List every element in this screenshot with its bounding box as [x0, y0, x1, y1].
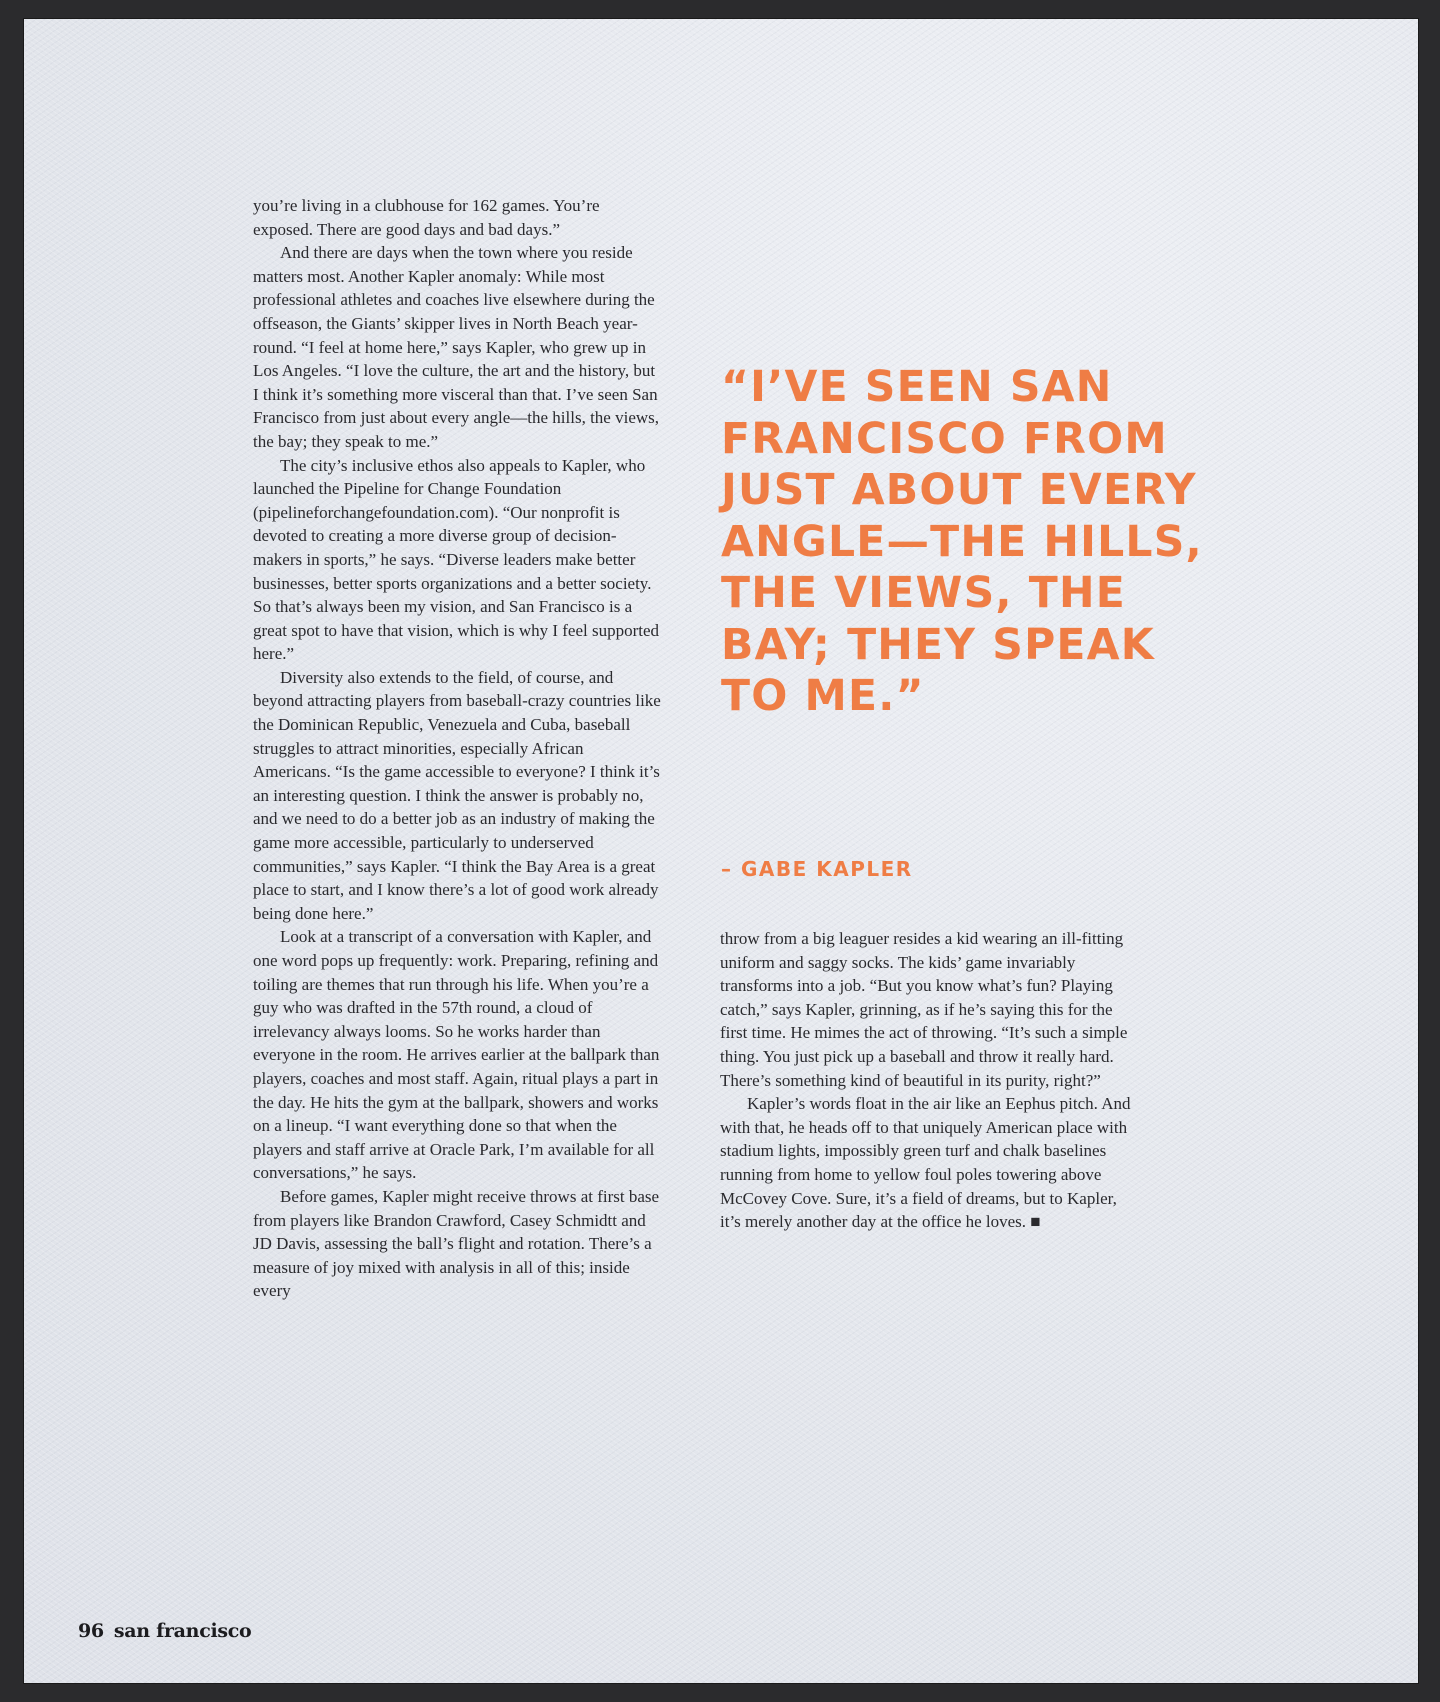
left-text-column	[253, 194, 663, 1303]
body-paragraph: Diversity also extends to the field, of course, and beyond attracting players from baseball-crazy countries like the Dominican Republic, Venezuela and Cuba, baseball struggles to attract minorities, especially African Americans. “Is the game accessible to everyone? I think it’s an interesting question. I think the answer is probably no, and we need to do a better job as an industry of making the game more accessible, particularly to underserved communities,” says Kapler. “I think the Bay Area is a great place to start, and I know there’s a lot of good work already being done here.”	[253, 667, 661, 923]
body-paragraph: Before games, Kapler might receive throws at first base from players like Brandon Crawford, Casey Schmidtt and JD Davis, assessing the ball’s flight and rotation. There’s a measure of joy mixed with analysis in all of this; inside every	[253, 1186, 660, 1301]
body-paragraph: The city’s inclusive ethos also appeals to Kapler, who launched the Pipeline for Change Foundation (pipelineforchangefoundation.com). “Our nonprofit is devoted to creating a more diverse group of decision-makers in sports,” he says. “Diverse leaders make better businesses, better sports organizations and a better society. So that’s always been my vision, and San Francisco is a great spot to have that vision, which is why I feel supported here.”	[253, 455, 660, 664]
body-paragraph: throw from a big leaguer resides a kid wearing an ill-fitting uniform and saggy socks. The kids’ game invariably transforms into a job. “But you know what’s fun? Playing catch,” says Kapler, grinning, as if he’s saying this for the first time. He mimes the act of throwing. “It’s such a simple thing. You just pick up a baseball and throw it really hard. There’s something kind of beautiful in its purity, right?”	[720, 929, 1128, 1090]
pull-quote-attribution: – GABE KAPLER	[721, 857, 913, 881]
page-number: 96	[78, 1620, 104, 1642]
body-paragraph: you’re living in a clubhouse for 162 games. You’re exposed. There are good days and bad days.”	[253, 196, 600, 239]
body-paragraph: Kapler’s words float in the air like an Eephus pitch. And with that, he heads off to that uniquely American place with stadium lights, impossibly green turf and chalk baselines running from home to yellow foul poles towering above McCovey Cove. Sure, it’s a field of dreams, but to Kapler, it’s merely another day at the office he loves. ■	[720, 1094, 1131, 1232]
pull-quote: “I’VE SEEN SAN FRANCISCO FROM JUST ABOUT EVERY ANGLE—THE HILLS, THE VIEWS, THE BAY; THEY SPEAK TO ME.”	[721, 363, 1203, 721]
body-paragraph: Look at a transcript of a conversation with Kapler, and one word pops up frequently: work. Preparing, refining and toiling are themes that run through his life. When you’re a guy who was drafted in the 57th round, a cloud of irrelevancy always looms. So he works harder than everyone in the room. He arrives earlier at the ballpark than players, coaches and most staff. Again, ritual plays a part in the day. He hits the gym at the ballpark, showers and works on a lineup. “I want everything done so that when the players and staff arrive at Oracle Park, I’m available for all conversations,” he says.	[253, 927, 660, 1183]
body-paragraph: And there are days when the town where you reside matters most. Another Kapler anomaly: While most professional athletes and coaches live elsewhere during the offseason, the Giants’ skipper lives in North Beach year-round. “I feel at home here,” says Kapler, who grew up in Los Angeles. “I love the culture, the art and the history, but I think it’s something more visceral than that. I’ve seen San Francisco from just about every angle—the hills, the views, the bay; they speak to me.”	[253, 243, 660, 451]
magazine-page	[24, 19, 1418, 1683]
publication-name: san francisco	[113, 1620, 252, 1642]
right-text-column	[720, 927, 1140, 1234]
page-footer	[78, 1620, 251, 1642]
